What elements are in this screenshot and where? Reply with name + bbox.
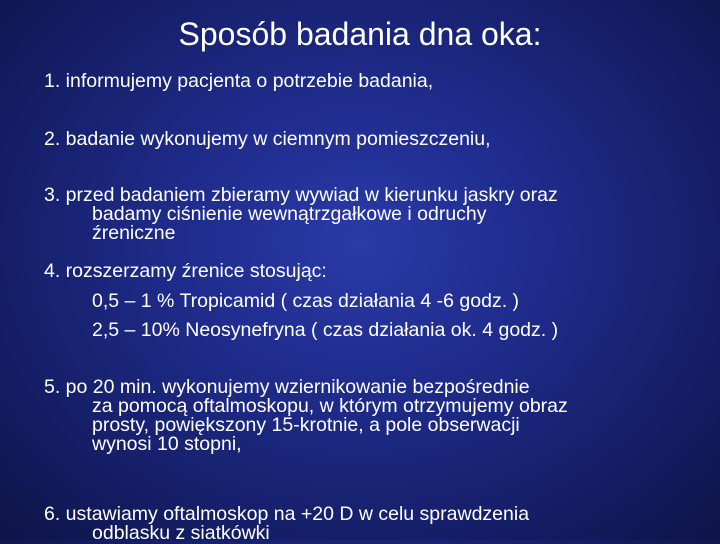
list-item-5-line-4: wynosi 10 stopni, <box>92 433 242 455</box>
list-item-5-line-1: 5. po 20 min. wykonujemy wziernikowanie bezpośrednie <box>44 376 530 398</box>
list-item-6-line-1: 6. ustawiamy oftalmoskop na +20 D w celu sprawdzenia <box>44 503 530 525</box>
list-item-3 <box>44 186 714 243</box>
dose-neosynefryna: 2,5 – 10% Neosynefryna ( czas działania ok. 4 godz. ) <box>92 319 559 341</box>
list-item-6-line-2: odblasku z siatkówki <box>92 522 270 544</box>
list-item-5 <box>44 378 714 454</box>
list-item-3-line-1: 3. przed badaniem zbieramy wywiad w kierunku jaskry oraz <box>44 184 558 206</box>
list-item-3-line-2: badamy ciśnienie wewnątrzgałkowe i odruchy <box>92 203 487 225</box>
list-item-1: 1. informujemy pacjenta o potrzebie badania, <box>44 70 434 92</box>
dose-tropicamid: 0,5 – 1 % Tropicamid ( czas działania 4 -6 godz. ) <box>92 290 520 312</box>
list-item-6 <box>44 505 714 543</box>
list-item-5-line-2: za pomocą oftalmoskopu, w którym otrzymujemy obraz <box>92 395 568 417</box>
slide-title: Sposób badania dna oka: <box>178 16 542 52</box>
list-item-4: 4. rozszerzamy źrenice stosując: <box>44 260 327 282</box>
list-item-5-line-3: prosty, powiększony 15-krotnie, a pole obserwacji <box>92 414 520 436</box>
list-item-3-line-3: źreniczne <box>92 222 176 244</box>
list-item-2: 2. badanie wykonujemy w ciemnym pomieszczeniu, <box>44 128 491 150</box>
